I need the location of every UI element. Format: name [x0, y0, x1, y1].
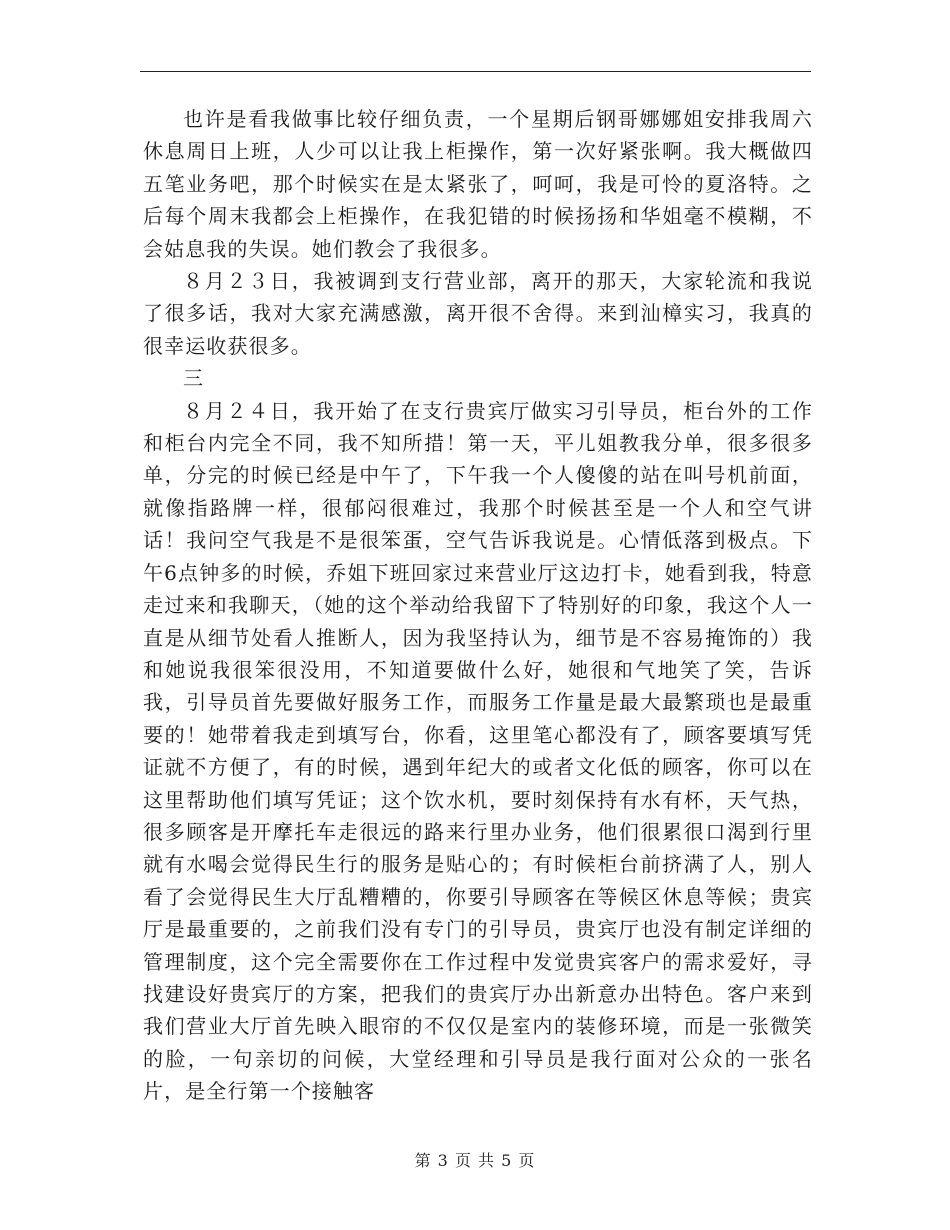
- section-heading: 三: [183, 366, 203, 391]
- document-body: [143, 103, 813, 1108]
- page-footer: [0, 1148, 950, 1171]
- paragraph-1: 也许是看我做事比较仔细负责，一个星期后钢哥娜娜姐安排我周六休息周日上班，人少可以让我上柜操作，第一次好紧张啊。我大概做四五笔业务吧，那个时候实在是太紧张了，呵呵，我是可怜的夏洛特。之后每个周末我都会上柜操作，在我犯错的时候扬扬和华姐毫不模糊，不会姑息我的失误。她们教会了我很多。: [143, 107, 813, 261]
- page-number: 第 3 页 共 5 页: [414, 1151, 536, 1170]
- header-rule: [140, 71, 811, 72]
- paragraph-3: ８月２４日，我开始了在支行贵宾厅做实习引导员，柜台外的工作和柜台内完全不同，我不知所措！第一天，平儿姐教我分单，很多很多单，分完的时候已经是中午了，下午我一个人傻傻的站在叫号机前面，就像指路牌一样，很郁闷很难过，我那个时候甚至是一个人和空气讲话！我问空气我是不是很笨蛋，空气告诉我说是。心情低落到极点。下午6点钟多的时候，乔姐下班回家过来营业厅这边打卡，她看到我，特意走过来和我聊天，（她的这个举动给我留下了特别好的印象，我这个人一直是从细节处看人推断人，因为我坚持认为，细节是不容易掩饰的）我和她说我很笨很没用，不知道要做什么好，她很和气地笑了笑，告诉我，引导员首先要做好服务工作，而服务工作量是最大最繁琐也是最重要的！她带着我走到填写台，你看，这里笔心都没有了，顾客要填写凭证就不方便了，有的时候，遇到年纪大的或者文化低的顾客，你可以在这里帮助他们填写凭证；这个饮水机，要时刻保持有水有杯，天气热，很多顾客是开摩托车走很远的路来行里办业务，他们很累很口渴到行里就有水喝会觉得民生行的服务是贴心的；有时候柜台前挤满了人，别人看了会觉得民生大厅乱糟糟的，你要引导顾客在等候区休息等候；贵宾厅是最重要的，之前我们没有专门的引导员，贵宾厅也没有制定详细的管理制度，这个完全需要你在工作过程中发觉贵宾客户的需求爱好，寻找建设好贵宾厅的方案，把我们的贵宾厅办出新意办出特色。客户来到我们营业大厅首先映入眼帘的不仅仅是室内的装修环境，而是一张微笑的脸，一句亲切的问候，大堂经理和引导员是我行面对公众的一张名片，是全行第一个接触客: [143, 398, 813, 1104]
- paragraph-2: ８月２３日，我被调到支行营业部，离开的那天，大家轮流和我说了很多话，我对大家充满感激，离开很不舍得。来到汕樟实习，我真的很幸运收获很多。: [143, 269, 813, 358]
